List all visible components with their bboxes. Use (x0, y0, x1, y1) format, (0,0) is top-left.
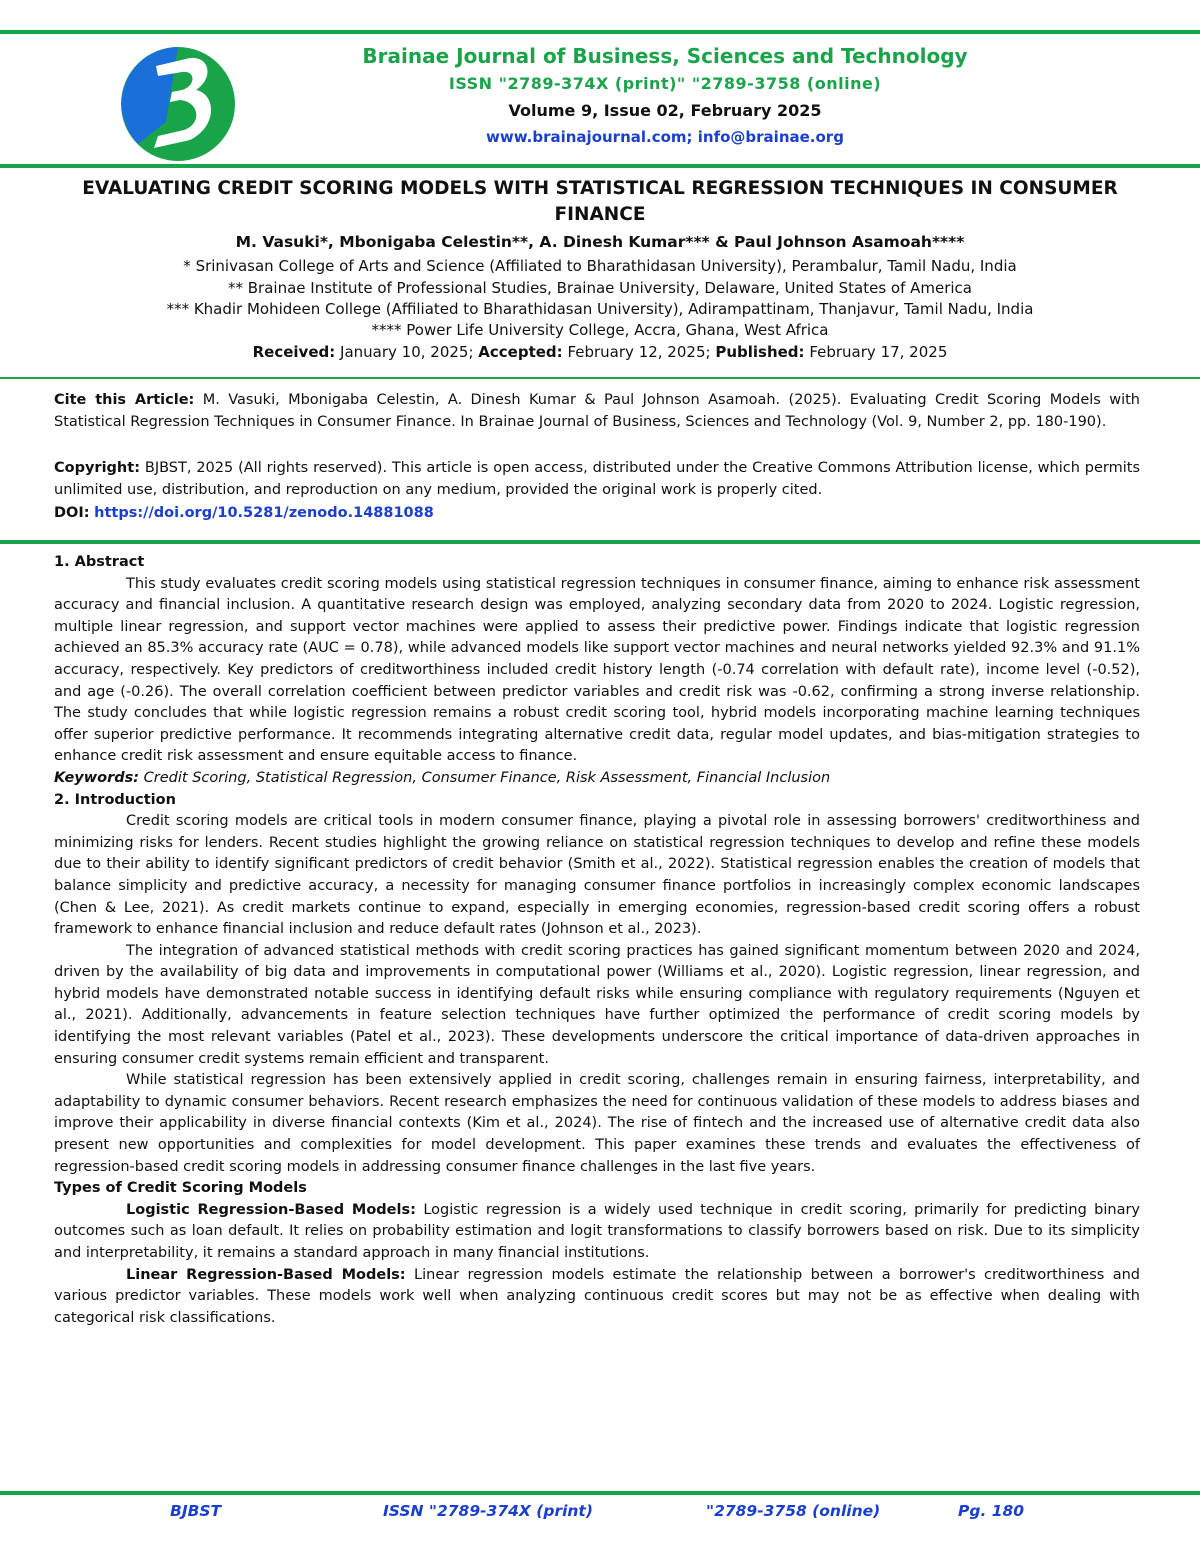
doi-link[interactable]: https://doi.org/10.5281/zenodo.14881088 (94, 505, 434, 521)
article-body (54, 552, 1140, 1329)
received-label: Received: (252, 343, 336, 361)
citation (54, 389, 1140, 433)
affiliation-4: **** Power Life University College, Accra, Ghana, West Africa (371, 321, 829, 339)
intro-paragraph-1: Credit scoring models are critical tools in modern consumer finance, playing a pivotal role in assessing borrowers' creditworthiness and minimizing risks for lenders. Recent studies highlight the growing reliance on statistical regression techniques to develop and refine these models due to their ability to identify significant predictors of credit behavior (Smith et al., 2022). Statistical regression enables the creation of models that balance simplicity and predictive accuracy, a necessity for managing consumer finance portfolios in increasingly complex economic landscapes (Chen & Lee, 2021). As credit markets continue to expand, especially in emerging economies, regression-based credit scoring offers a robust framework to enhance financial inclusion and reduce default rates (Johnson et al., 2023). (54, 813, 1140, 938)
intro-paragraph-2: The integration of advanced statistical methods with credit scoring practices has gained significant momentum between 2020 and 2024, driven by the availability of big data and improvements in computational power (Williams et al., 2020). Logistic regression, linear regression, and hybrid models have demonstrated notable success in identifying default risks while ensuring compliance with regulatory requirements (Nguyen et al., 2021). Additionally, advancements in feature selection techniques have further optimized the performance of credit scoring models by identifying the most relevant variables (Patel et al., 2023). These developments underscore the critical importance of data-driven approaches in ensuring consumer credit systems remain efficient and transparent. (54, 942, 1140, 1067)
received-date: January 10, 2025; (340, 343, 474, 361)
top-rule (0, 30, 1200, 34)
linear-paragraph (54, 1265, 1140, 1330)
footer-rule (0, 1491, 1200, 1495)
doi-label: DOI: (54, 505, 90, 521)
footer-issn-online: "2789-3758 (online) (706, 1502, 881, 1520)
footer-page-number: Pg. 180 (958, 1502, 1025, 1520)
accepted-date: February 12, 2025; (567, 343, 711, 361)
header-rule (0, 164, 1200, 168)
types-heading: Types of Credit Scoring Models (54, 1180, 307, 1197)
footer-issn-print: ISSN "2789-374X (print) (383, 1502, 593, 1520)
copyright-text: BJBST, 2025 (All rights reserved). This article is open access, distributed under the Creative Commons Attribution license, which permits unlimited use, distribution, and reproduction on any medium, provided the original work is properly cited. (54, 460, 1141, 498)
affiliation-3: *** Khadir Mohideen College (Affiliated to Bharathidasan University), Adirampattinam, Thanjavur, Tamil Nadu, India (166, 300, 1034, 318)
paper-title: EVALUATING CREDIT SCORING MODELS WITH STATISTICAL REGRESSION TECHNIQUES IN CONSUMER FINANCE (82, 178, 1118, 225)
intro-paragraph-3: While statistical regression has been extensively applied in credit scoring, challenges remain in ensuring fairness, interpretability, and adaptability to dynamic consumer behaviors. Recent research emphasizes the need for continuous validation of these models to address biases and improve their applicability in diverse financial contexts (Kim et al., 2024). The rise of fintech and the increased use of alternative credit data also present new opportunities and complexities for model development. This paper examines these trends and evaluates the effectiveness of regression-based credit scoring models in addressing consumer finance challenges in the last five years. (54, 1072, 1140, 1175)
linear-text: Linear regression models estimate the relationship between a borrower's creditworthiness and various predictor variables. These models work well when analyzing continuous credit scores but may not be as effective when dealing with categorical risk classifications. (54, 1266, 1141, 1326)
accepted-label: Accepted: (478, 343, 563, 361)
logistic-paragraph (54, 1200, 1140, 1265)
footer-journal-abbr: BJBST (170, 1502, 222, 1520)
logistic-text: Logistic regression is a widely used technique in credit scoring, primarily for predicting binary outcomes such as loan default. It relies on probability estimation and logit transformations to classify borrowers based on risk. Due to its simplicity and interpretability, it remains a standard approach in many financial institutions. (54, 1201, 1141, 1261)
copyright (54, 457, 1140, 501)
doi (54, 502, 1140, 524)
introduction-heading: 2. Introduction (54, 791, 176, 808)
linear-label: Linear Regression-Based Models: (126, 1266, 406, 1283)
abstract-heading: 1. Abstract (54, 554, 145, 570)
keywords-label: Keywords: (54, 769, 140, 786)
citation-bottom-rule (0, 540, 1200, 544)
keywords (54, 768, 1140, 790)
journal-website-link[interactable]: www.brainajournal.com; info@brainae.org (486, 128, 844, 146)
keywords-text: Credit Scoring, Statistical Regression, Consumer Finance, Risk Assessment, Financial Inclusion (143, 769, 831, 786)
article-dates (60, 343, 1140, 361)
affiliation-2: ** Brainae Institute of Professional Studies, Brainae University, Delaware, United States of America (227, 279, 973, 297)
copyright-label: Copyright: (54, 460, 140, 476)
citation-top-rule (0, 377, 1200, 379)
authors: M. Vasuki*, Mbonigaba Celestin**, A. Dinesh Kumar*** & Paul Johnson Asamoah**** (235, 233, 965, 251)
published-date: February 17, 2025 (809, 343, 948, 361)
logistic-label: Logistic Regression-Based Models: (126, 1201, 416, 1218)
cite-text: M. Vasuki, Mbonigaba Celestin, A. Dinesh Kumar & Paul Johnson Asamoah. (2025). Evaluating Credit Scoring Models with Statistical Regression Techniques in Consumer Finance. In Brainae Journal of Business, Sciences and Technology (Vol. 9, Number 2, pp. 180-190). (54, 392, 1141, 430)
journal-name: Brainae Journal of Business, Sciences and Technology (362, 44, 968, 68)
journal-volume: Volume 9, Issue 02, February 2025 (508, 101, 822, 120)
abstract-text: This study evaluates credit scoring models using statistical regression techniques in consumer finance, aiming to enhance risk assessment accuracy and financial inclusion. A quantitative research design was employed, analyzing secondary data from 2020 to 2024. Logistic regression, multiple linear regression, and support vector machines were applied to assess their predictive power. Findings indicate that logistic regression achieved an 85.3% accuracy rate (AUC = 0.78), while advanced models like support vector machines and neural networks yielded 92.3% and 91.1% accuracy, respectively. Key predictors of creditworthiness included credit history length (-0.74 correlation with default rate), income level (-0.52), and age (-0.26). The overall correlation coefficient between predictor variables and credit risk was -0.62, confirming a strong inverse relationship. The study concludes that while logistic regression remains a robust credit scoring tool, hybrid models incorporating machine learning techniques offer superior predictive performance. It recommends integrating alternative credit data, regular model updates, and bias-mitigation strategies to enhance credit risk assessment and ensure equitable access to finance. (54, 575, 1140, 765)
cite-label: Cite this Article: (54, 392, 195, 408)
journal-issn: ISSN "2789-374X (print)" "2789-3758 (online) (448, 74, 882, 93)
published-label: Published: (715, 343, 805, 361)
affiliation-1: * Srinivasan College of Arts and Science (Affiliated to Bharathidasan University), Perambalur, Tamil Nadu, India (183, 257, 1017, 275)
journal-logo (118, 44, 238, 164)
